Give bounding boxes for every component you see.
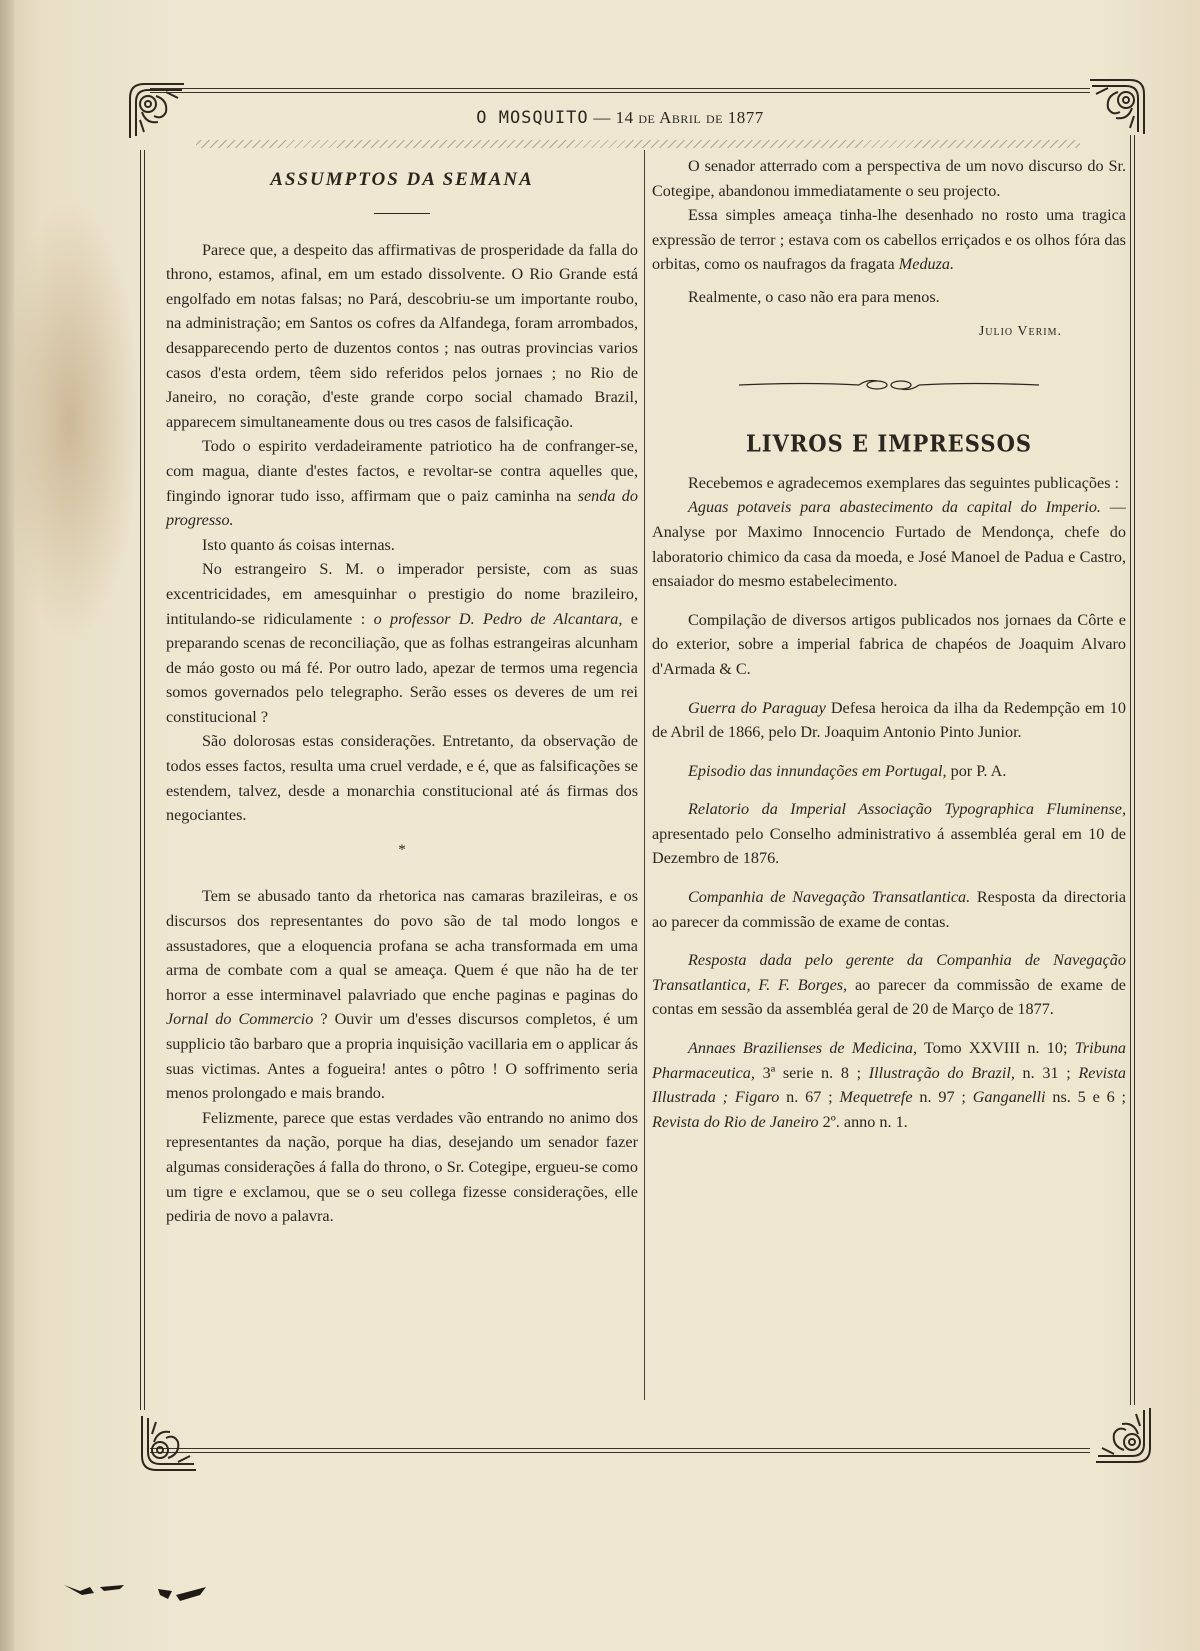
text: Defesa heroica da ilha da Redempção em 10 de Abril de 1866, pelo Dr. Joaquim Antonio Pinto Junior. — [652, 698, 1126, 742]
frame-right-border — [1130, 135, 1135, 1405]
text: 2º. anno n. 1. — [818, 1112, 908, 1131]
italic-text: Mequetrefe — [839, 1088, 913, 1107]
text: ns. 5 e 6 ; — [1045, 1088, 1127, 1107]
publication-entry — [652, 797, 1126, 871]
left-column — [166, 164, 638, 1229]
publication-entry: Compilação de diversos artigos publicados nos jornaes da Côrte e do exterior, sobre a imperial fabrica de chapéos de Joaquim Alvaro d'Armada & C. — [652, 610, 1126, 678]
italic-text: Jornal do Commercio — [166, 1010, 314, 1029]
publication-entry — [652, 495, 1126, 593]
ink-smudge-icon — [60, 1575, 220, 1615]
paragraph: Felizmente, parece que estas verdades vão entrando no animo dos representantes da nação, porque ha dias, desejando um senador fazer algumas considerações á falla do throno, o Sr. Cotegipe, ergueu-se como um tigre e exclamou, que se o seu collega fizesse considerações, elle pediria de novo a palavra. — [166, 1108, 638, 1226]
corner-ornament-icon — [1082, 72, 1152, 142]
paragraph — [166, 884, 638, 1105]
title-rule — [374, 213, 430, 214]
frame-left-border — [140, 150, 145, 1410]
text — [728, 1088, 735, 1106]
text: No estrangeiro S. M. o imperador persiste, com as suas excentricidades, em amesquinhar o prestigio do nome brazileiro, intitulando-se ridiculamente : — [166, 560, 638, 628]
text: Essa simples ameaça tinha-lhe desenhado no rosto uma tragica expressão de terror ; estava com os cabellos erriçados e os olhos fóra das orbitas, como os naufragos da fragata — [652, 206, 1126, 274]
paragraph: O senador atterrado com a perspectiva de um novo discurso do Sr. Cotegipe, abandonou immediatamente o seu projecto. — [652, 157, 1126, 200]
paragraph: Realmente, o caso não era para menos. — [688, 287, 940, 306]
right-column — [652, 154, 1126, 1134]
section-title-assumptos: ASSUMPTOS DA SEMANA — [270, 169, 534, 190]
italic-text: Illustração do Brazil, — [868, 1063, 1015, 1082]
italic-text: Companhia de Navegação Transatlantica. — [688, 888, 971, 907]
book-spine-shadow — [0, 0, 14, 1651]
italic-text: senda do progresso. — [166, 486, 638, 530]
masthead-separator: — — [593, 108, 611, 127]
paragraph: Recebemos e agradecemos exemplares das seguintes publicações : — [688, 473, 1120, 492]
text: n. 31 ; — [1014, 1063, 1079, 1082]
text: ao parecer da commissão de exame de contas em sessão da assembléa geral de 20 de Março de 1877. — [652, 975, 1126, 1019]
wavy-rule — [196, 140, 1080, 148]
newspaper-name: O MOSQUITO — [476, 108, 589, 128]
text: Todo o espirito verdadeiramente patriotico ha de confranger-se, com magua, diante d'estes factos, e revoltar-se contra aquelles que, fingindo ignorar tudo isso, affirmam que o paiz caminha na — [166, 437, 638, 505]
paragraph — [166, 557, 638, 729]
italic-text: o professor D. Pedro de Alcantara, — [373, 609, 623, 628]
italic-text: Ganganelli — [972, 1088, 1046, 1107]
text: Resposta da directoria ao parecer da commissão de exame de contas. — [652, 888, 1127, 931]
text: n. 67 ; — [779, 1088, 840, 1107]
publication-entry — [652, 696, 1126, 745]
text: ? Ouvir um d'esses discursos completos, é um supplicio tão barbaro que a propria inquisição vacillaria em o applicar ás suas victimas. Antes a fogueira! antes o pôtro ! O soffrimento seria menos prolongado e mais brando. — [166, 1010, 638, 1103]
flourish-divider-icon — [739, 378, 1039, 392]
text: n. 97 ; — [912, 1088, 973, 1107]
italic-text: Tribuna Pharmaceutica, — [652, 1039, 1127, 1082]
corner-ornament-icon — [134, 1408, 204, 1478]
paragraph: Isto quanto ás coisas internas. — [202, 535, 395, 554]
publication-entry — [652, 1036, 1126, 1134]
publication-entry — [652, 885, 1126, 934]
italic-text: Meduza. — [898, 255, 955, 274]
italic-text: Revista Illustrada ; — [652, 1063, 1127, 1107]
italic-text: Episodio das innundações em Portugal, — [688, 761, 947, 780]
author-signature: Julio Verim. — [978, 323, 1062, 339]
issue-day: 14 — [615, 108, 634, 127]
text: — Analyse por Maximo Innocencio Furtado de Mendonça, chefe do laboratorio chimico da casa da moeda, e José Manoel de Padua e Castro, ensaiador do mesmo estabelecimento. — [652, 498, 1126, 591]
italic-text: Aguas potaveis para abastecimento da capital do Imperio. — [688, 498, 1101, 517]
paragraph: São dolorosas estas considerações. Entretanto, da observação de todos esses factos, resulta uma cruel verdade, e é, que as falsificações se estendem, talvez, desde a monarchia constitucional até ás firmas dos negociantes. — [166, 732, 638, 825]
section-asterisk: * — [398, 841, 406, 858]
text: e preparando scenas de reconciliação, que as folhas estrangeiras alcunham de máo gosto ou má fé. Por outro lado, apezar de termos uma regencia somos governados pelo telegrapho. Serão esses os deveres de um rei constitucional ? — [166, 609, 638, 726]
italic-text: Resposta dada pelo gerente da Companhia de Navegação Transatlantica, F. F. Borges, — [652, 951, 1126, 994]
frame-bottom-border — [150, 1448, 1090, 1453]
paragraph — [652, 203, 1126, 277]
section-title-livros: LIVROS E IMPRESSOS — [745, 429, 1033, 458]
italic-text: Annaes Brazilienses de Medicina, — [688, 1039, 918, 1058]
text: Tomo XXVIII n. 10; — [917, 1039, 1075, 1058]
paragraph: Parece que, a despeito das affirmativas de prosperidade da falla do throno, estamos, afinal, em um estado dissolvente. O Rio Grande está engolfado em notas falsas; no Pará, descobriu-se um importante roubo, na administração; em Santos os cofres da Alfandega, foram arrombados, desapparecendo perto de duzentos contos ; nas outras provincias varios casos d'esta ordem, têem sido referidos pelos jornaes ; no Rio de Janeiro, no coração, d'este grande corpo social chamado Brazil, apparecem simultaneamente dous ou tres casos de falsificação. — [166, 240, 638, 431]
italic-text: Relatorio da Imperial Associação Typographica Fluminense, — [688, 800, 1126, 819]
text: Tem se abusado tanto da rhetorica nas camaras brazileiras, e os discursos dos representantes do povo são de tal modo longos e assustadores, que a eloquencia profana se acha transformada em uma arma de combate com a qual se ameaça. Quem é que não ha de ter horror a esse interminavel palavriado que enche paginas e paginas do — [166, 887, 638, 1004]
publication-entry — [652, 759, 1126, 784]
corner-ornament-icon — [1088, 1400, 1158, 1470]
text: apresentado pelo Conselho administrativo á assembléa geral em 10 de Dezembro de 1876. — [652, 824, 1126, 868]
text: por P. A. — [946, 761, 1007, 780]
frame-top-border — [150, 88, 1090, 93]
text: 3ª serie n. 8 ; — [754, 1063, 869, 1082]
corner-ornament-icon — [122, 76, 192, 146]
italic-text: Guerra do Paraguay — [688, 698, 826, 717]
issue-date: de Abril de 1877 — [638, 108, 764, 127]
publication-entry — [652, 948, 1126, 1022]
masthead — [200, 108, 1040, 128]
italic-text: Revista do Rio de Janeiro — [652, 1112, 819, 1131]
italic-text: Figaro — [734, 1088, 780, 1107]
column-divider — [644, 150, 645, 1400]
paragraph — [166, 434, 638, 532]
